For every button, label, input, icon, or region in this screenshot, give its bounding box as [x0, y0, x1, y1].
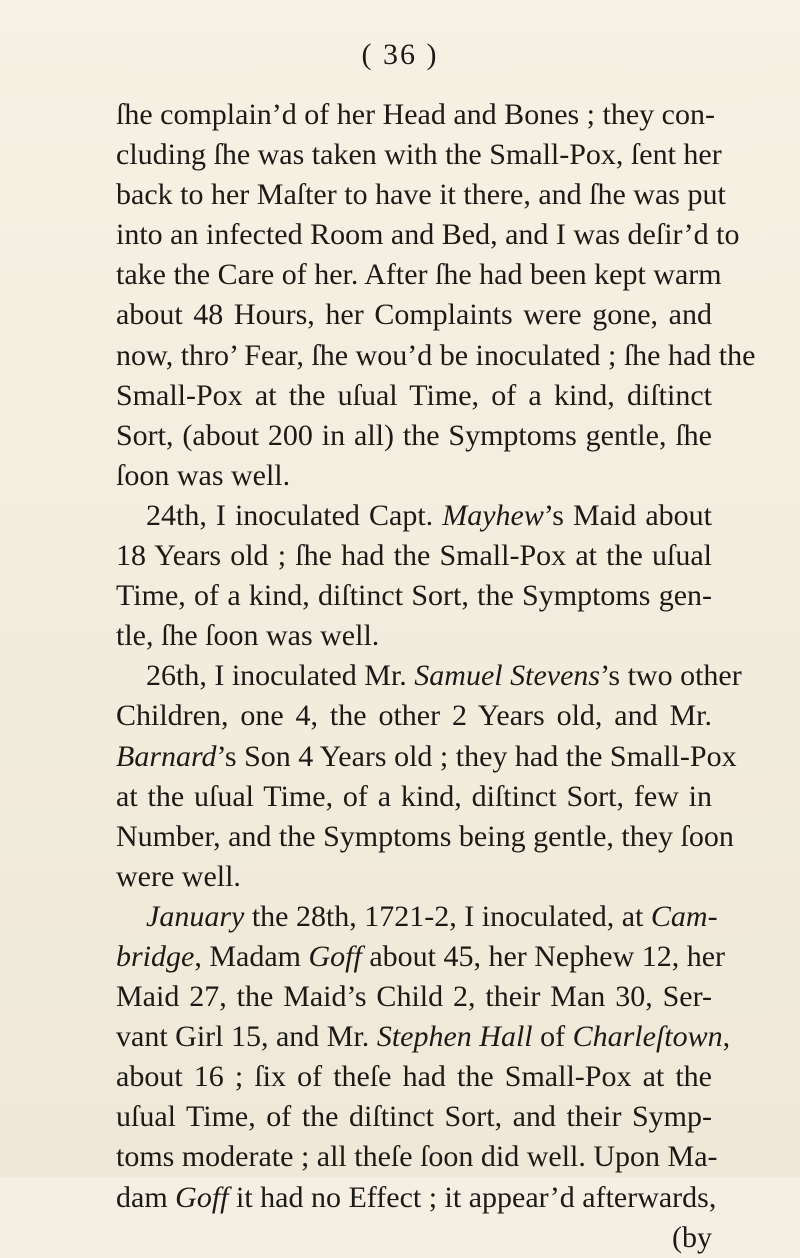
text-line: uſual Time, of the diſtinct Sort, and their Symp- [116, 1100, 712, 1134]
text-line: at the uſual Time, of a kind, diſtinct Sort, few in [116, 779, 712, 813]
text-line: bridge, Madam Goff about 45, her Nephew 12, her [116, 939, 726, 973]
italic-name: Stephen Hall [376, 1020, 533, 1054]
text-line: Maid 27, the Maid’s Child 2, their Man 30, Ser- [116, 980, 712, 1014]
text-line: 26th, I inoculated Mr. Samuel Stevens’s two other [146, 659, 742, 693]
italic-name: Barnard [116, 739, 217, 773]
text-line: into an infected Room and Bed, and I was deſir’d to [116, 218, 740, 252]
catchword: (by [672, 1220, 712, 1254]
text-line: were well. [116, 859, 241, 893]
text-line: January the 28th, 1721-2, I inoculated, at Cam- [146, 899, 718, 933]
italic-name: Samuel Stevens [414, 659, 601, 693]
text-line: now, thro’ Fear, ſhe wou’d be inoculated ; ſhe had the [116, 338, 756, 372]
italic-name: Goff [175, 1180, 229, 1214]
text-line: about 48 Hours, her Complaints were gone, and [116, 298, 712, 332]
text-line: Barnard’s Son 4 Years old ; they had the Small-Pox [116, 739, 737, 773]
text-line: about 16 ; ſix of theſe had the Small-Pox at the [116, 1060, 712, 1094]
text-line: dam Goff it had no Effect ; it appear’d afterwards, [116, 1180, 717, 1214]
italic-name: Mayhew [442, 498, 544, 532]
text-line: Sort, (about 200 in all) the Symptoms gentle, ſhe [116, 418, 712, 452]
italic-name: bridge [116, 939, 195, 973]
text-line: Children, one 4, the other 2 Years old, and Mr. [116, 699, 712, 733]
text-line: vant Girl 15, and Mr. Stephen Hall of Charleſtown, [116, 1020, 731, 1054]
text-line: take the Care of her. After ſhe had been kept warm [116, 258, 722, 292]
body-text [116, 95, 756, 1258]
text-line: 18 Years old ; ſhe had the Small-Pox at the uſual [116, 539, 712, 573]
text-line: 24th, I inoculated Capt. Mayhew’s Maid about [146, 498, 712, 532]
text-line: tle, ſhe ſoon was well. [116, 619, 380, 653]
italic-name: Charleſtown [572, 1020, 723, 1054]
italic-name: Cam- [650, 899, 718, 933]
page-number: ( 36 ) [361, 38, 439, 71]
text-line: back to her Maſter to have it there, and ſhe was put [116, 178, 726, 212]
text-line: Small-Pox at the uſual Time, of a kind, diſtinct [116, 378, 712, 412]
text-line: ſhe complain’d of her Head and Bones ; they con- [116, 98, 715, 131]
text-line: toms moderate ; all theſe ſoon did well. Upon Ma- [116, 1140, 718, 1174]
text-line: ſoon was well. [116, 458, 291, 492]
text-line: Number, and the Symptoms being gentle, they ſoon [116, 819, 734, 853]
text-line: Time, of a kind, diſtinct Sort, the Symptoms gen- [116, 579, 712, 613]
italic-name: January [146, 899, 245, 933]
italic-name: Goff [308, 939, 362, 973]
text-line: cluding ſhe was taken with the Small-Pox, ſent her [116, 138, 722, 172]
